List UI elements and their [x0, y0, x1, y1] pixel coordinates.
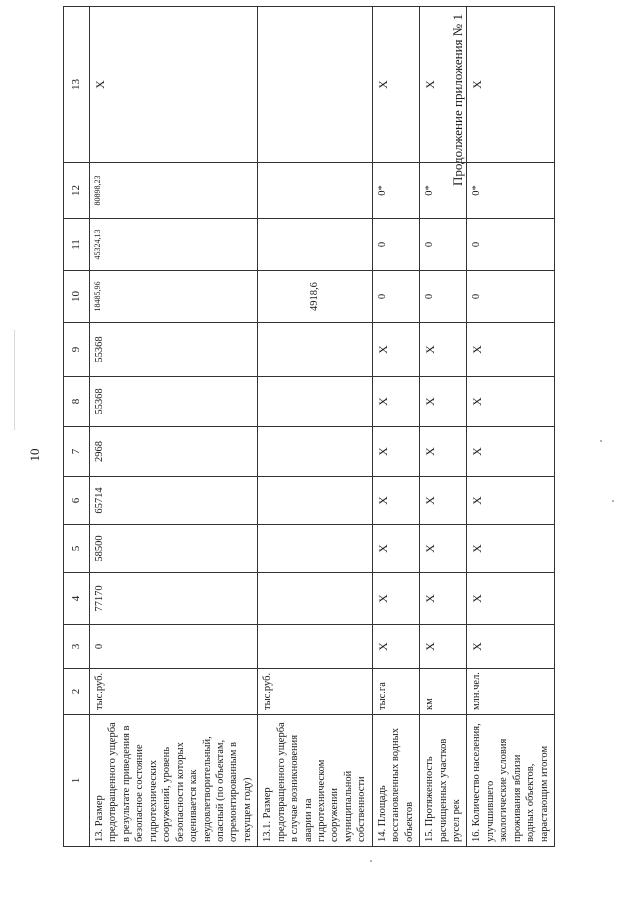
scan-speck: [370, 860, 372, 862]
value-cell: X: [467, 573, 555, 625]
indicator-name: 13.1. Размер предотвращенного ущерба в случае возникновения аварии на гидротехническом сооружении муниципальной собственности: [258, 715, 373, 847]
value-cell: X: [420, 477, 467, 525]
column-number: 7: [64, 427, 90, 477]
value-cell: [258, 7, 373, 163]
indicator-name: 14. Площадь восстановленных водных объектов: [372, 715, 419, 847]
value-cell: 58500: [90, 525, 258, 573]
value-cell: 2968: [90, 427, 258, 477]
column-number: 10: [64, 271, 90, 323]
appendix-title: Продолжение приложения № 1: [450, 14, 465, 186]
value-cell: 0: [372, 271, 419, 323]
value-cell: X: [467, 323, 555, 377]
value-cell: X: [467, 525, 555, 573]
table-row: [372, 7, 419, 847]
value-cell: X: [420, 625, 467, 669]
column-number: 11: [64, 219, 90, 271]
value-cell: [258, 477, 373, 525]
value-cell: X: [372, 323, 419, 377]
column-number: 9: [64, 323, 90, 377]
value-cell: X: [372, 625, 419, 669]
column-number: 5: [64, 525, 90, 573]
value-cell: X: [467, 377, 555, 427]
column-number-row: [64, 7, 90, 847]
table-row: [467, 7, 555, 847]
unit-cell: км: [420, 669, 467, 715]
value-cell: X: [90, 7, 258, 163]
indicator-name: 13. Размер предотвращенного ущерба в результате приведения в безопасное состояние гидротехнических сооружений, уровень безопасности которых оценивается как неудовлетворительный, опасный (по объектам, отремонтированным в текущем году): [90, 715, 258, 847]
value-cell: 45324,13: [90, 219, 258, 271]
value-cell: [258, 625, 373, 669]
unit-cell: млн.чел.: [467, 669, 555, 715]
table-row: [90, 7, 258, 847]
value-cell: X: [372, 525, 419, 573]
value-cell: 0*: [372, 163, 419, 219]
value-cell: X: [372, 377, 419, 427]
value-cell: [258, 219, 373, 271]
table-row: [258, 7, 373, 847]
value-cell: 65714: [90, 477, 258, 525]
value-cell: [258, 163, 373, 219]
unit-cell: тыс.руб.: [258, 669, 373, 715]
column-number: 1: [64, 715, 90, 847]
value-cell: X: [420, 7, 467, 163]
column-number: 13: [64, 7, 90, 163]
value-cell: 0: [467, 219, 555, 271]
value-cell: [258, 573, 373, 625]
value-cell: 0: [467, 271, 555, 323]
value-cell: 55368: [90, 323, 258, 377]
column-number: 6: [64, 477, 90, 525]
column-number: 8: [64, 377, 90, 427]
unit-cell: тыс.руб.: [90, 669, 258, 715]
value-cell: 4918,6: [258, 271, 373, 323]
value-cell: X: [467, 7, 555, 163]
unit-cell: тыс.га: [372, 669, 419, 715]
value-cell: [258, 427, 373, 477]
indicators-table: [63, 6, 555, 847]
table-row: [420, 7, 467, 847]
value-cell: X: [372, 7, 419, 163]
value-cell: 55368: [90, 377, 258, 427]
column-number: 2: [64, 669, 90, 715]
value-cell: 18485,96: [90, 271, 258, 323]
value-cell: 0: [90, 625, 258, 669]
value-cell: X: [420, 377, 467, 427]
column-number: 12: [64, 163, 90, 219]
value-cell: [258, 377, 373, 427]
value-cell: X: [372, 573, 419, 625]
indicator-name: 16. Количество населения, улучшившего экологические условия проживания вблизи водных объектов, нарастающим итогом: [467, 715, 555, 847]
scan-margin-line: [14, 330, 15, 430]
value-cell: X: [420, 427, 467, 477]
value-cell: [258, 323, 373, 377]
value-cell: X: [467, 427, 555, 477]
value-cell: 0*: [420, 163, 467, 219]
value-cell: X: [420, 573, 467, 625]
value-cell: X: [420, 525, 467, 573]
value-cell: 80898,23: [90, 163, 258, 219]
value-cell: X: [467, 625, 555, 669]
value-cell: X: [372, 477, 419, 525]
value-cell: X: [420, 323, 467, 377]
value-cell: 0: [372, 219, 419, 271]
column-number: 3: [64, 625, 90, 669]
page-number: 10: [27, 448, 42, 462]
value-cell: X: [467, 477, 555, 525]
column-number: 4: [64, 573, 90, 625]
value-cell: X: [372, 427, 419, 477]
value-cell: 0: [420, 219, 467, 271]
value-cell: 0: [420, 271, 467, 323]
value-cell: 0*: [467, 163, 555, 219]
value-cell: [258, 525, 373, 573]
scan-speck: [600, 440, 602, 442]
value-cell: 77170: [90, 573, 258, 625]
scan-speck: [612, 500, 614, 502]
indicator-name: 15. Протяженность расчищенных участков русел рек: [420, 715, 467, 847]
